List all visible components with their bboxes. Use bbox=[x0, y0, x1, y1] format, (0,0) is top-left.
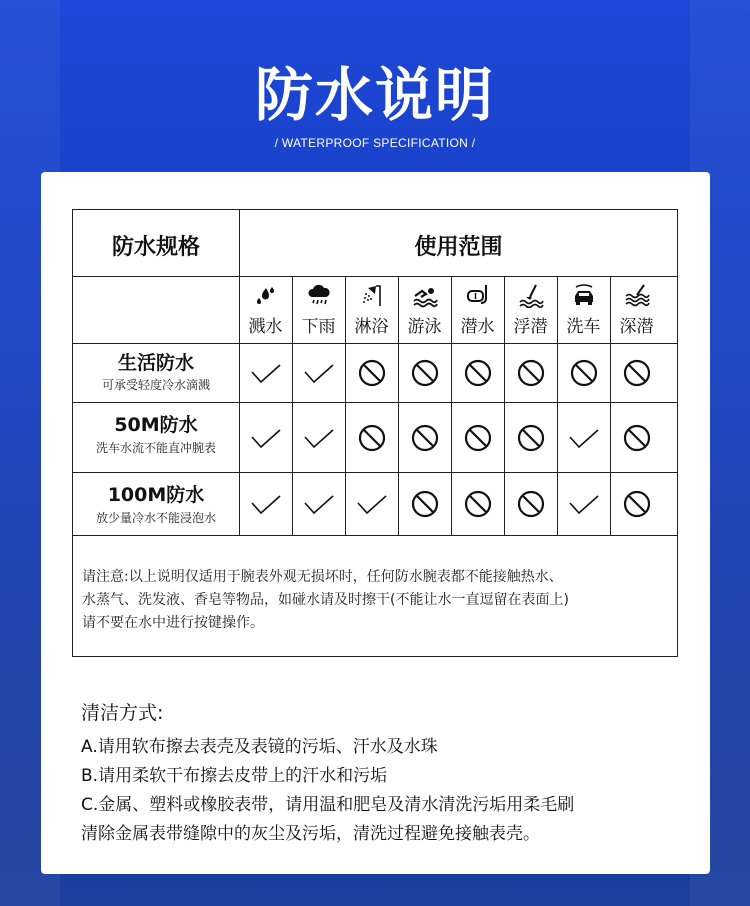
splash-icon bbox=[253, 282, 279, 308]
prohibited-mark bbox=[610, 403, 663, 472]
activity-deepdive bbox=[610, 277, 663, 343]
care-note-line: 请不要在水中进行按键操作。 bbox=[82, 615, 264, 631]
activity-shower bbox=[345, 277, 398, 343]
row-spec-name: 生活防水 bbox=[117, 352, 194, 374]
prohibited-mark bbox=[345, 403, 398, 472]
check-icon bbox=[356, 488, 388, 520]
check-mark bbox=[292, 344, 345, 402]
activity-snorkel bbox=[504, 277, 557, 343]
prohibited-mark bbox=[451, 344, 504, 402]
check-mark bbox=[239, 403, 292, 472]
cleaning-section bbox=[81, 698, 691, 849]
car-wash-icon bbox=[571, 282, 597, 308]
row-spec-desc: 放少量冷水不能浸泡水 bbox=[95, 511, 216, 525]
shower-icon bbox=[359, 282, 385, 308]
check-icon bbox=[250, 422, 282, 454]
prohibited-mark bbox=[610, 473, 663, 535]
spec-header: 防水规格 bbox=[111, 235, 200, 260]
no-entry-icon bbox=[356, 422, 388, 454]
waterproof-table bbox=[72, 209, 678, 657]
no-entry-icon bbox=[462, 488, 494, 520]
no-entry-icon bbox=[515, 488, 547, 520]
prohibited-mark bbox=[398, 403, 451, 472]
prohibited-mark bbox=[557, 344, 610, 402]
check-mark bbox=[345, 473, 398, 535]
no-entry-icon bbox=[409, 488, 441, 520]
activity-label: 下雨 bbox=[301, 317, 336, 337]
no-entry-icon bbox=[621, 488, 653, 520]
activity-label: 溅水 bbox=[248, 317, 283, 337]
content-card bbox=[41, 172, 710, 874]
swim-icon bbox=[412, 282, 438, 308]
no-entry-icon bbox=[409, 357, 441, 389]
care-note bbox=[82, 566, 672, 635]
check-mark bbox=[292, 403, 345, 472]
table-divider bbox=[73, 535, 677, 536]
no-entry-icon bbox=[568, 357, 600, 389]
deep-dive-icon bbox=[624, 282, 650, 308]
cleaning-line: C.金属、塑料或橡胶表带，请用温和肥皂及清水清洗污垢用柔毛刷 bbox=[81, 795, 575, 815]
prohibited-mark bbox=[398, 344, 451, 402]
no-entry-icon bbox=[409, 422, 441, 454]
activity-dive bbox=[451, 277, 504, 343]
prohibited-mark bbox=[398, 473, 451, 535]
prohibited-mark bbox=[451, 473, 504, 535]
cleaning-line: 清除金属表带缝隙中的灰尘及污垢，清洗过程避免接触表壳。 bbox=[81, 824, 540, 844]
prohibited-mark bbox=[610, 344, 663, 402]
activity-swim bbox=[398, 277, 451, 343]
no-entry-icon bbox=[515, 422, 547, 454]
cleaning-line: B.请用柔软干布擦去皮带上的汗水和污垢 bbox=[81, 766, 388, 786]
snorkel-icon bbox=[518, 282, 544, 308]
activity-label: 淋浴 bbox=[354, 317, 389, 337]
activity-label: 游泳 bbox=[407, 317, 442, 337]
row-spec-name: 100M防水 bbox=[107, 484, 205, 506]
prohibited-mark bbox=[504, 473, 557, 535]
check-mark bbox=[239, 473, 292, 535]
page-title: 防水说明 bbox=[254, 61, 495, 129]
prohibited-mark bbox=[451, 403, 504, 472]
no-entry-icon bbox=[356, 357, 388, 389]
diving-mask-icon bbox=[465, 282, 491, 308]
activity-label: 深潜 bbox=[619, 317, 654, 337]
no-entry-icon bbox=[515, 357, 547, 389]
activity-carwash bbox=[557, 277, 610, 343]
no-entry-icon bbox=[621, 422, 653, 454]
check-icon bbox=[568, 422, 600, 454]
row-spec-desc: 可承受轻度冷水滴溅 bbox=[101, 378, 210, 392]
check-icon bbox=[568, 488, 600, 520]
check-mark bbox=[557, 473, 610, 535]
no-entry-icon bbox=[621, 357, 653, 389]
activity-label: 潜水 bbox=[460, 317, 495, 337]
page-subtitle: / WATERPROOF SPECIFICATION / bbox=[274, 136, 476, 150]
cleaning-title: 清洁方式: bbox=[81, 702, 164, 724]
check-icon bbox=[303, 422, 335, 454]
check-icon bbox=[250, 357, 282, 389]
care-note-line: 请注意:以上说明仅适用于腕表外观无损坏时，任何防水腕表都不能接触热水、 bbox=[82, 569, 563, 585]
check-icon bbox=[303, 488, 335, 520]
cleaning-line: A.请用软布擦去表壳及表镜的污垢、汗水及水珠 bbox=[81, 737, 438, 757]
row-spec-name: 50M防水 bbox=[114, 414, 198, 436]
check-mark bbox=[292, 473, 345, 535]
prohibited-mark bbox=[504, 403, 557, 472]
activity-label: 浮潜 bbox=[513, 317, 548, 337]
activity-splash bbox=[239, 277, 292, 343]
prohibited-mark bbox=[504, 344, 557, 402]
no-entry-icon bbox=[462, 357, 494, 389]
check-icon bbox=[303, 357, 335, 389]
activity-rain bbox=[292, 277, 345, 343]
row-spec-desc: 洗车水流不能直冲腕表 bbox=[95, 441, 216, 455]
activity-label: 洗车 bbox=[566, 317, 601, 337]
usage-header: 使用范围 bbox=[414, 235, 503, 260]
no-entry-icon bbox=[462, 422, 494, 454]
rain-cloud-icon bbox=[306, 282, 332, 308]
prohibited-mark bbox=[345, 344, 398, 402]
check-icon bbox=[250, 488, 282, 520]
care-note-line: 水蒸气、洗发液、香皂等物品，如碰水请及时擦干(不能让水一直逗留在表面上) bbox=[82, 592, 569, 608]
check-mark bbox=[557, 403, 610, 472]
check-mark bbox=[239, 344, 292, 402]
